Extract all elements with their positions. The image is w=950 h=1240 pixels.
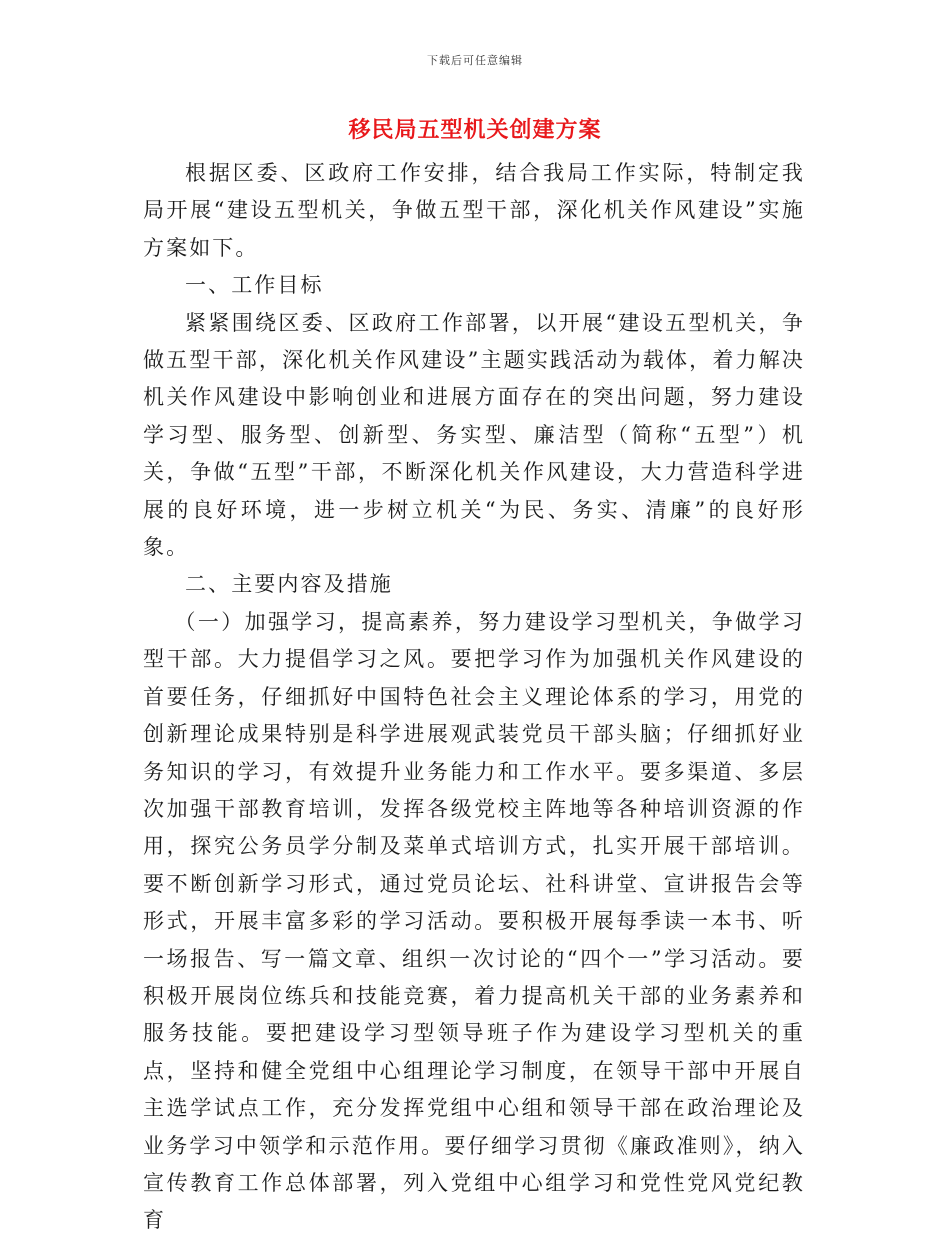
learning-paragraph: （一）加强学习，提高素养，努力建设学习型机关，争做学习型干部。大力提倡学习之风。要把学习作为加强机关作风建设的首要任务，仔细抓好中国特色社会主义理论体系的学习，用党的创新理论成果特别是科学进展观武装党员干部头脑；仔细抓好业务知识的学习，有效提升业务能力和工作水平。要多渠道、多层次加强干部教育培训，发挥各级党校主阵地等各种培训资源的作用，探究公务员学分制及菜单式培训方式，扎实开展干部培训。要不断创新学习形式，通过党员论坛、社科讲堂、宣讲报告会等形式，开展丰富多彩的学习活动。要积极开展每季读一本书、听一场报告、写一篇文章、组织一次讨论的“四个一”学习活动。要积极开展岗位练兵和技能竞赛，着力提高机关干部的业务素养和服务技能。要把建设学习型领导班子作为建设学习型机关的重点，坚持和健全党组中心组理论学习制度，在领导干部中开展自主选学试点工作，充分发挥党组中心组和领导干部在政治理论及业务学习中领学和示范作用。要仔细学习贯彻《廉政准则》，纳入宣传教育工作总体部署，列入党组中心组学习和党性党风党纪教育 — [143, 609, 805, 1233]
intro-paragraph: 根据区委、区政府工作安排，结合我局工作实际，特制定我局开展“建设五型机关，争做五型干部，深化机关作风建设”实施方案如下。 — [143, 161, 805, 260]
section-heading-content: 二、主要内容及措施 — [185, 572, 393, 597]
document-body — [143, 155, 805, 1240]
document-title: 移民局五型机关创建方案 — [348, 118, 602, 143]
goals-paragraph: 紧紧围绕区委、区政府工作部署，以开展“建设五型机关，争做五型干部，深化机关作风建设”主题实践活动为载体，着力解决机关作风建设中影响创业和进展方面存在的突出问题，努力建设学习型、服务型、创新型、务实型、廉洁型（简称“五型”）机关，争做“五型”干部，不断深化机关作风建设，大力营造科学进展的良好环境，进一步树立机关“为民、务实、清廉”的良好形象。 — [143, 310, 805, 560]
section-heading-goals: 一、工作目标 — [185, 273, 324, 298]
header-note: 下载后可任意编辑 — [427, 54, 523, 67]
